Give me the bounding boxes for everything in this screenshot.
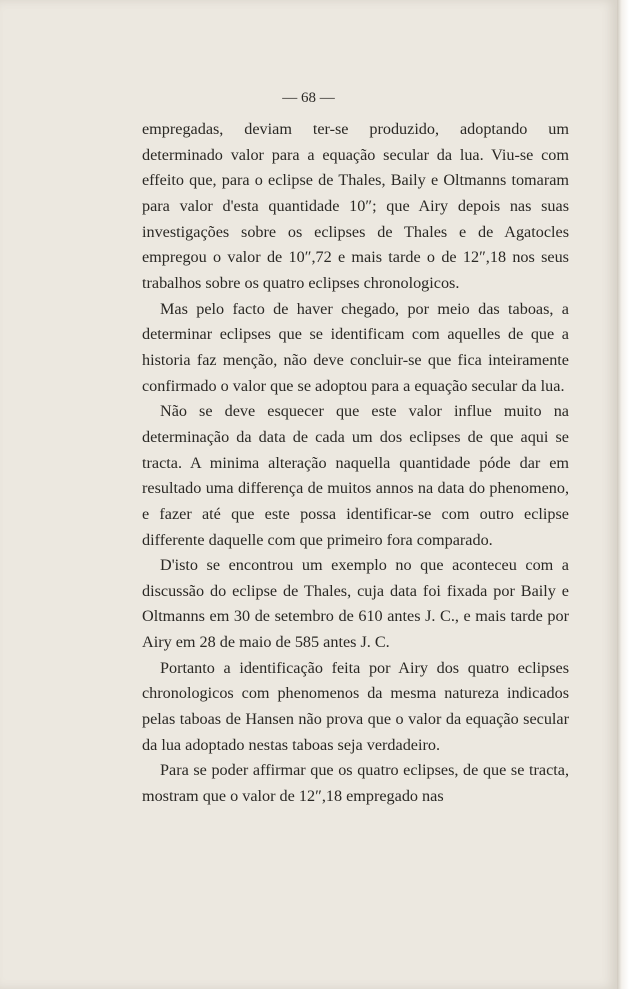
paragraph: Para se poder affirmar que os quatro eclipses, de que se tracta, mostram que o valor de 12″,18 empregado nas [142, 761, 569, 806]
paragraph: Mas pelo facto de haver chegado, por meio das taboas, a determinar eclipses que se identificam com aquelles de que a historia faz menção, não deve concluir-se que fica inteiramente confirmado o valor que se adoptou para a equação secular da lua. [142, 299, 569, 395]
paragraph: Portanto a identificação feita por Airy dos quatro eclipses chronologicos com phenomenos da mesma natureza indicados pelas taboas de Hansen não prova que o valor da equação secular da lua adoptado nestas taboas seja verdadeiro. [142, 658, 569, 754]
paragraph: D'isto se encontrou um exemplo no que aconteceu com a discussão do eclipse de Thales, cuja data foi fixada por Baily e Oltmanns em 30 de setembro de 610 antes J. C., e mais tarde por Airy em 28 de maio de 585 antes J. C. [142, 556, 569, 652]
paragraph: Não se deve esquecer que este valor influe muito na determinação da data de cada um dos eclipses de que aqui se tracta. A minima alteração naquella quantidade póde dar em resultado uma differença de muitos annos na data do phenomeno, e fazer até que este possa identificar-se com outro eclipse differente daquelle com que primeiro fora comparado. [142, 402, 569, 549]
page-edge [617, 0, 629, 989]
page-number: — 68 — [282, 90, 335, 106]
body-text [142, 117, 569, 810]
paragraph: empregadas, deviam ter-se produzido, adoptando um determinado valor para a equação secular da lua. Viu-se com effeito que, para o eclipse de Thales, Baily e Oltmanns tomaram para valor d'esta quantidade 10″; que Airy depois nas suas investigações sobre os eclipses de Thales e de Agatocles empregou o valor de 10″,72 e mais tarde o de 12″,18 nos seus trabalhos sobre os quatro eclipses chronologicos. [142, 120, 569, 292]
